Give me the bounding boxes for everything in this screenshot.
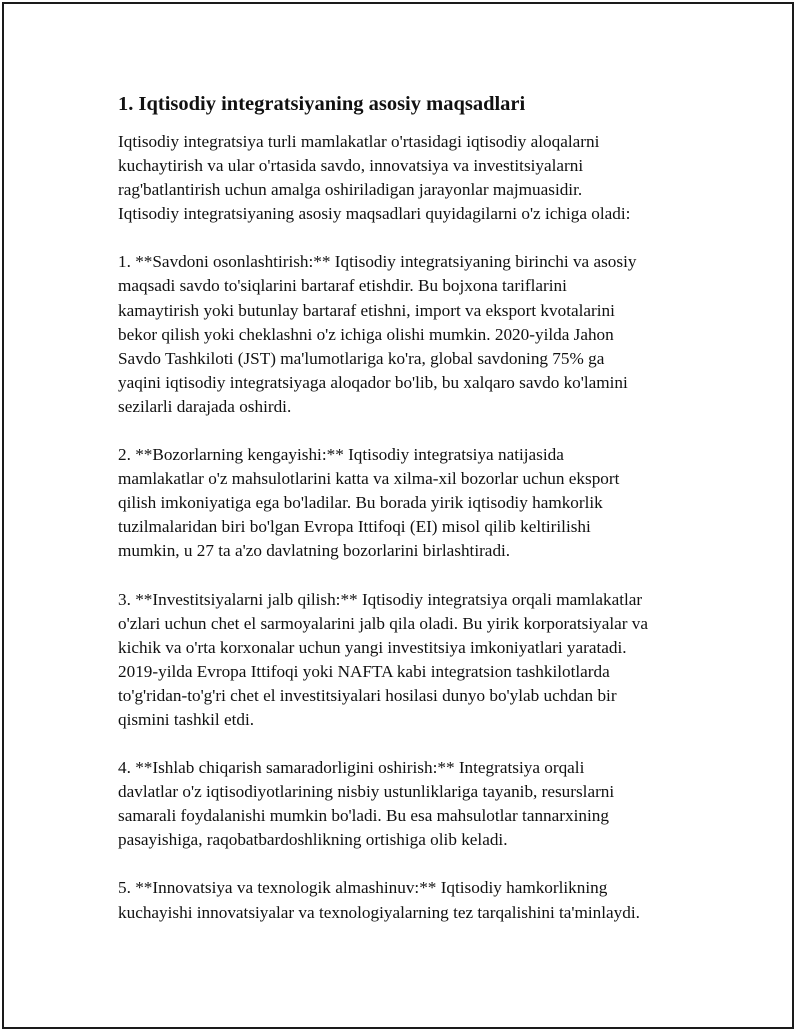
text-line: 2019-yilda Evropa Ittifoqi yoki NAFTA kabi integratsion tashkilotlarda [118, 661, 610, 681]
text-line: qilish imkoniyatiga ega bo'ladilar. Bu borada yirik iqtisodiy hamkorlik [118, 493, 603, 513]
text-line: tuzilmalaridan biri bo'lgan Evropa Ittifoqi (EI) misol qilib keltirilishi [118, 517, 591, 537]
text-line: mamlakatlar o'z mahsulotlarini katta va xilma-xil bozorlar uchun eksport [118, 469, 620, 489]
list-item-market-expansion [118, 443, 688, 563]
text-line: 4. **Ishlab chiqarish samaradorligini oshirish:** Integratsiya orqali [118, 758, 585, 778]
text-line: 1. **Savdoni osonlashtirish:** Iqtisodiy integratsiyaning birinchi va asosiy [118, 252, 637, 272]
text-line: bekor qilish yoki cheklashni o'z ichiga olishi mumkin. 2020-yilda Jahon [118, 324, 614, 344]
text-line: kuchayishi innovatsiyalar va texnologiyalarning tez tarqalishini ta'minlaydi. [118, 902, 640, 922]
text-line: davlatlar o'z iqtisodiyotlarining nisbiy ustunliklariga tayanib, resurslarni [118, 782, 615, 802]
text-line: samarali foydalanishi mumkin bo'ladi. Bu esa mahsulotlar tannarxining [118, 806, 609, 826]
text-line: sezilarli darajada oshirdi. [118, 396, 292, 416]
text-line: kuchaytirish va ular o'rtasida savdo, innovatsiya va investitsiyalarni [118, 156, 584, 176]
text-line: maqsadi savdo to'siqlarini bartaraf etishdir. Bu bojxona tariflarini [118, 276, 567, 296]
list-item-trade-facilitation [118, 250, 688, 419]
text-line: rag'batlantirish uchun amalga oshiriladigan jarayonlar majmuasidir. [118, 180, 583, 200]
text-line: qismini tashkil etdi. [118, 709, 255, 729]
text-line: to'g'ridan-to'g'ri chet el investitsiyalari hosilasi dunyo bo'ylab uchdan bir [118, 685, 617, 705]
text-line: 2. **Bozorlarning kengayishi:** Iqtisodiy integratsiya natijasida [118, 445, 564, 465]
intro-paragraph [118, 130, 688, 226]
document-body [118, 92, 688, 949]
text-line: pasayishiga, raqobatbardoshlikning ortishiga olib keladi. [118, 830, 508, 850]
text-line: yaqini iqtisodiy integratsiyaga aloqador bo'lib, bu xalqaro savdo ko'lamini [118, 372, 628, 392]
text-line: o'zlari uchun chet el sarmoyalarini jalb qila oladi. Bu yirik korporatsiyalar va [118, 613, 649, 633]
text-line: kichik va o'rta korxonalar uchun yangi investitsiya imkoniyatlari yaratadi. [118, 637, 627, 657]
text-line: Iqtisodiy integratsiya turli mamlakatlar o'rtasidagi iqtisodiy aloqalarni [118, 132, 600, 151]
text-line: 5. **Innovatsiya va texnologik almashinuv:** Iqtisodiy hamkorlikning [118, 878, 608, 898]
text-line: kamaytirish yoki butunlay bartaraf etishni, import va eksport kvotalarini [118, 300, 615, 320]
list-item-innovation [118, 876, 688, 924]
list-item-production-efficiency [118, 756, 688, 852]
text-line: mumkin, u 27 ta a'zo davlatning bozorlarini birlashtiradi. [118, 541, 511, 561]
list-item-investment [118, 588, 688, 733]
section-title: 1. Iqtisodiy integratsiyaning asosiy maqsadlari [118, 93, 526, 115]
text-line: Savdo Tashkiloti (JST) ma'lumotlariga ko'ra, global savdoning 75% ga [118, 348, 605, 368]
text-line: Iqtisodiy integratsiyaning asosiy maqsadlari quyidagilarni o'z ichiga oladi: [118, 204, 631, 224]
text-line: 3. **Investitsiyalarni jalb qilish:** Iqtisodiy integratsiya orqali mamlakatlar [118, 589, 643, 609]
